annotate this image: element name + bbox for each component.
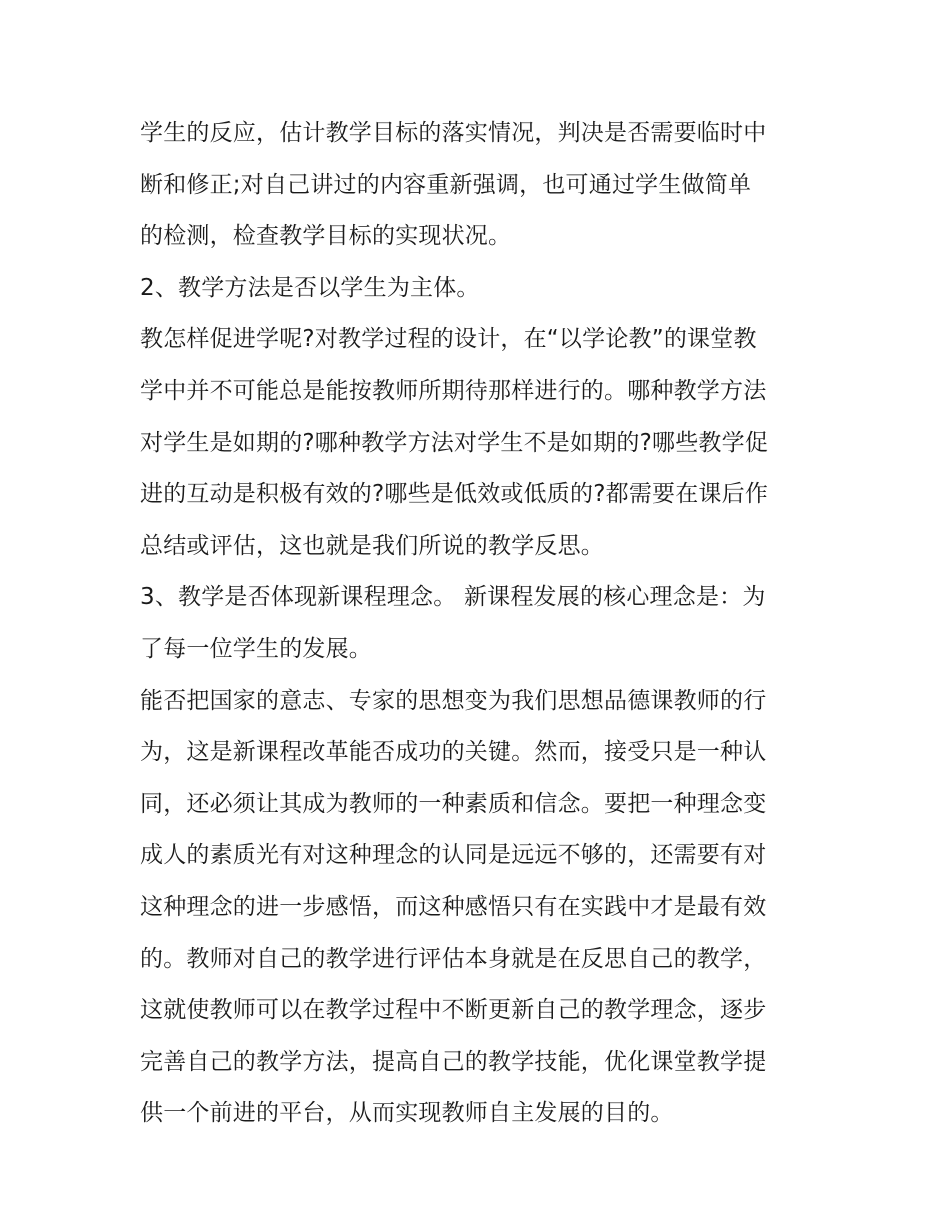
text-line: 总结或评估，这也就是我们所说的教学反思。: [140, 532, 604, 559]
text-line: 完善自己的教学方法，提高自己的教学技能，优化课堂教学提: [140, 1048, 767, 1075]
text-line: 断和修正;对自己讲过的内容重新强调，也可通过学生做简单: [140, 171, 752, 198]
text-line: 对学生是如期的?哪种教学方法对学生不是如期的?哪些教学促: [140, 429, 769, 456]
text-line: 同，还必须让其成为教师的一种素质和信念。要把一种理念变: [140, 790, 767, 817]
text-line: 的。教师对自己的教学进行评估本身就是在反思自己的教学，: [140, 945, 767, 972]
text-line: 供一个前进的平台，从而实现教师自主发展的目的。: [140, 1100, 674, 1127]
text-line: 进的互动是积极有效的?哪些是低效或低质的?都需要在课后作: [140, 481, 769, 508]
document-body: [140, 108, 820, 1140]
text-line: 教怎样促进学呢?对教学过程的设计，在“以学论教”的课堂教: [140, 326, 757, 353]
text-line: 为，这是新课程改革能否成功的关键。然而，接受只是一种认: [140, 739, 767, 766]
text-line: 的检测，检查教学目标的实现状况。: [140, 223, 512, 250]
text-line: 能否把国家的意志、专家的思想变为我们思想品德课教师的行: [140, 687, 767, 714]
text-line: 这就使教师可以在教学过程中不断更新自己的教学理念，逐步: [140, 997, 767, 1024]
text-line: 成人的素质光有对这种理念的认同是远远不够的，还需要有对: [140, 842, 767, 869]
text-line: 这种理念的进一步感悟，而这种感悟只有在实践中才是最有效: [140, 893, 767, 920]
text-line: 了每一位学生的发展。: [140, 635, 372, 662]
section-heading: 2、教学方法是否以学生为主体。: [140, 274, 480, 301]
section-heading: 3、教学是否体现新课程理念。 新课程发展的核心理念是：为: [140, 584, 766, 611]
text-line: 学生的反应，估计教学目标的落实情况，判决是否需要临时中: [140, 120, 767, 146]
text-line: 学中并不可能总是能按教师所期待那样进行的。哪种教学方法: [140, 377, 767, 404]
